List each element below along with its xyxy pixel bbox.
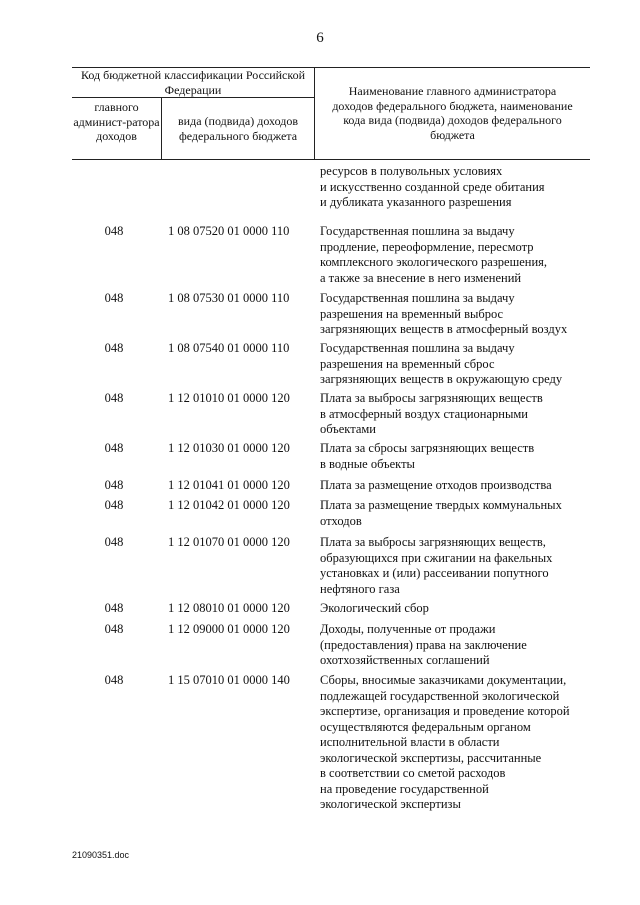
budget-code: 1 08 07530 01 0000 110 [168,291,290,305]
admin-code: 048 [104,673,124,687]
budget-code: 1 12 01010 01 0000 120 [168,391,290,405]
budget-code: 1 12 01041 01 0000 120 [168,478,290,492]
admin-code: 048 [104,498,124,512]
budget-code: 1 08 07520 01 0000 110 [168,224,290,238]
budget-code: 1 15 07010 01 0000 140 [168,673,290,687]
budget-code: 1 12 01042 01 0000 120 [168,498,290,512]
budget-code: 1 12 08010 01 0000 120 [168,601,290,615]
income-description: Сборы, вносимые заказчиками документации, подлежащей государственной экологической экспертизе, организация и проведение которой осуществляются федеральным органом исполнительной власти в области экологической экспертизы, рассчитанные в соответствии со сметой расходов на проведение государственной экологической экспертизы [320,673,570,811]
header-col-divider-1 [161,97,162,159]
header-group-title: Код бюджетной классификации Российской Федерации [80,68,306,97]
continuation-line: ресурсов в полувольных условиях [320,164,503,178]
header-bottom-border [72,159,590,160]
admin-code: 048 [104,601,124,615]
admin-code: 048 [104,478,124,492]
income-description: Экологический сбор [320,601,429,615]
continuation-text [320,164,586,211]
admin-code: 048 [104,535,124,549]
page-number: 6 [316,30,324,46]
admin-code: 048 [104,341,124,355]
admin-code: 048 [104,224,124,238]
income-description: Плата за выбросы загрязняющих веществ, образующихся при сжигании на факельных установках и (или) рассеивании попутного нефтяного газа [320,535,553,596]
budget-code: 1 12 09000 01 0000 120 [168,622,290,636]
income-description: Доходы, полученные от продажи (предоставления) права на заключение охотхозяйственных соглашений [320,622,527,667]
admin-code: 048 [104,391,124,405]
header-col-divider-2 [314,67,315,159]
admin-code: 048 [104,291,124,305]
income-description: Плата за выбросы загрязняющих веществ в атмосферный воздух стационарными объектами [320,391,543,436]
header-group-divider [72,97,314,98]
budget-code: 1 12 01030 01 0000 120 [168,441,290,455]
income-description: Плата за размещение твердых коммунальных отходов [320,498,562,528]
income-description: Государственная пошлина за выдачу разрешения на временный сброс загрязняющих веществ в окружающую среду [320,341,563,386]
income-description: Государственная пошлина за выдачу продление, переоформление, пересмотр комплексного экологического разрешения, а также за внесение в него изменений [320,224,548,285]
income-description: Государственная пошлина за выдачу разрешения на временный выброс загрязняющих веществ в атмосферный воздух [320,291,568,336]
admin-code: 048 [104,441,124,455]
continuation-line: и искусственно созданной среде обитания [320,179,545,194]
admin-code: 048 [104,622,124,636]
income-description: Плата за сбросы загрязняющих веществ в водные объекты [320,441,535,471]
header-col-code: вида (подвида) доходов федерального бюджета [178,114,298,143]
budget-code: 1 12 01070 01 0000 120 [168,535,290,549]
income-description: Плата за размещение отходов производства [320,478,552,492]
continuation-line: и дубликата указанного разрешения [320,195,512,209]
budget-code: 1 08 07540 01 0000 110 [168,341,290,355]
header-col-name: Наименование главного администратора доходов федерального бюджета, наименование кода вида (подвида) доходов федерального бюджета [332,84,573,142]
document-filename: 21090351.doc [72,850,130,860]
header-col-admin: главного админист-ратора доходов [73,100,160,143]
